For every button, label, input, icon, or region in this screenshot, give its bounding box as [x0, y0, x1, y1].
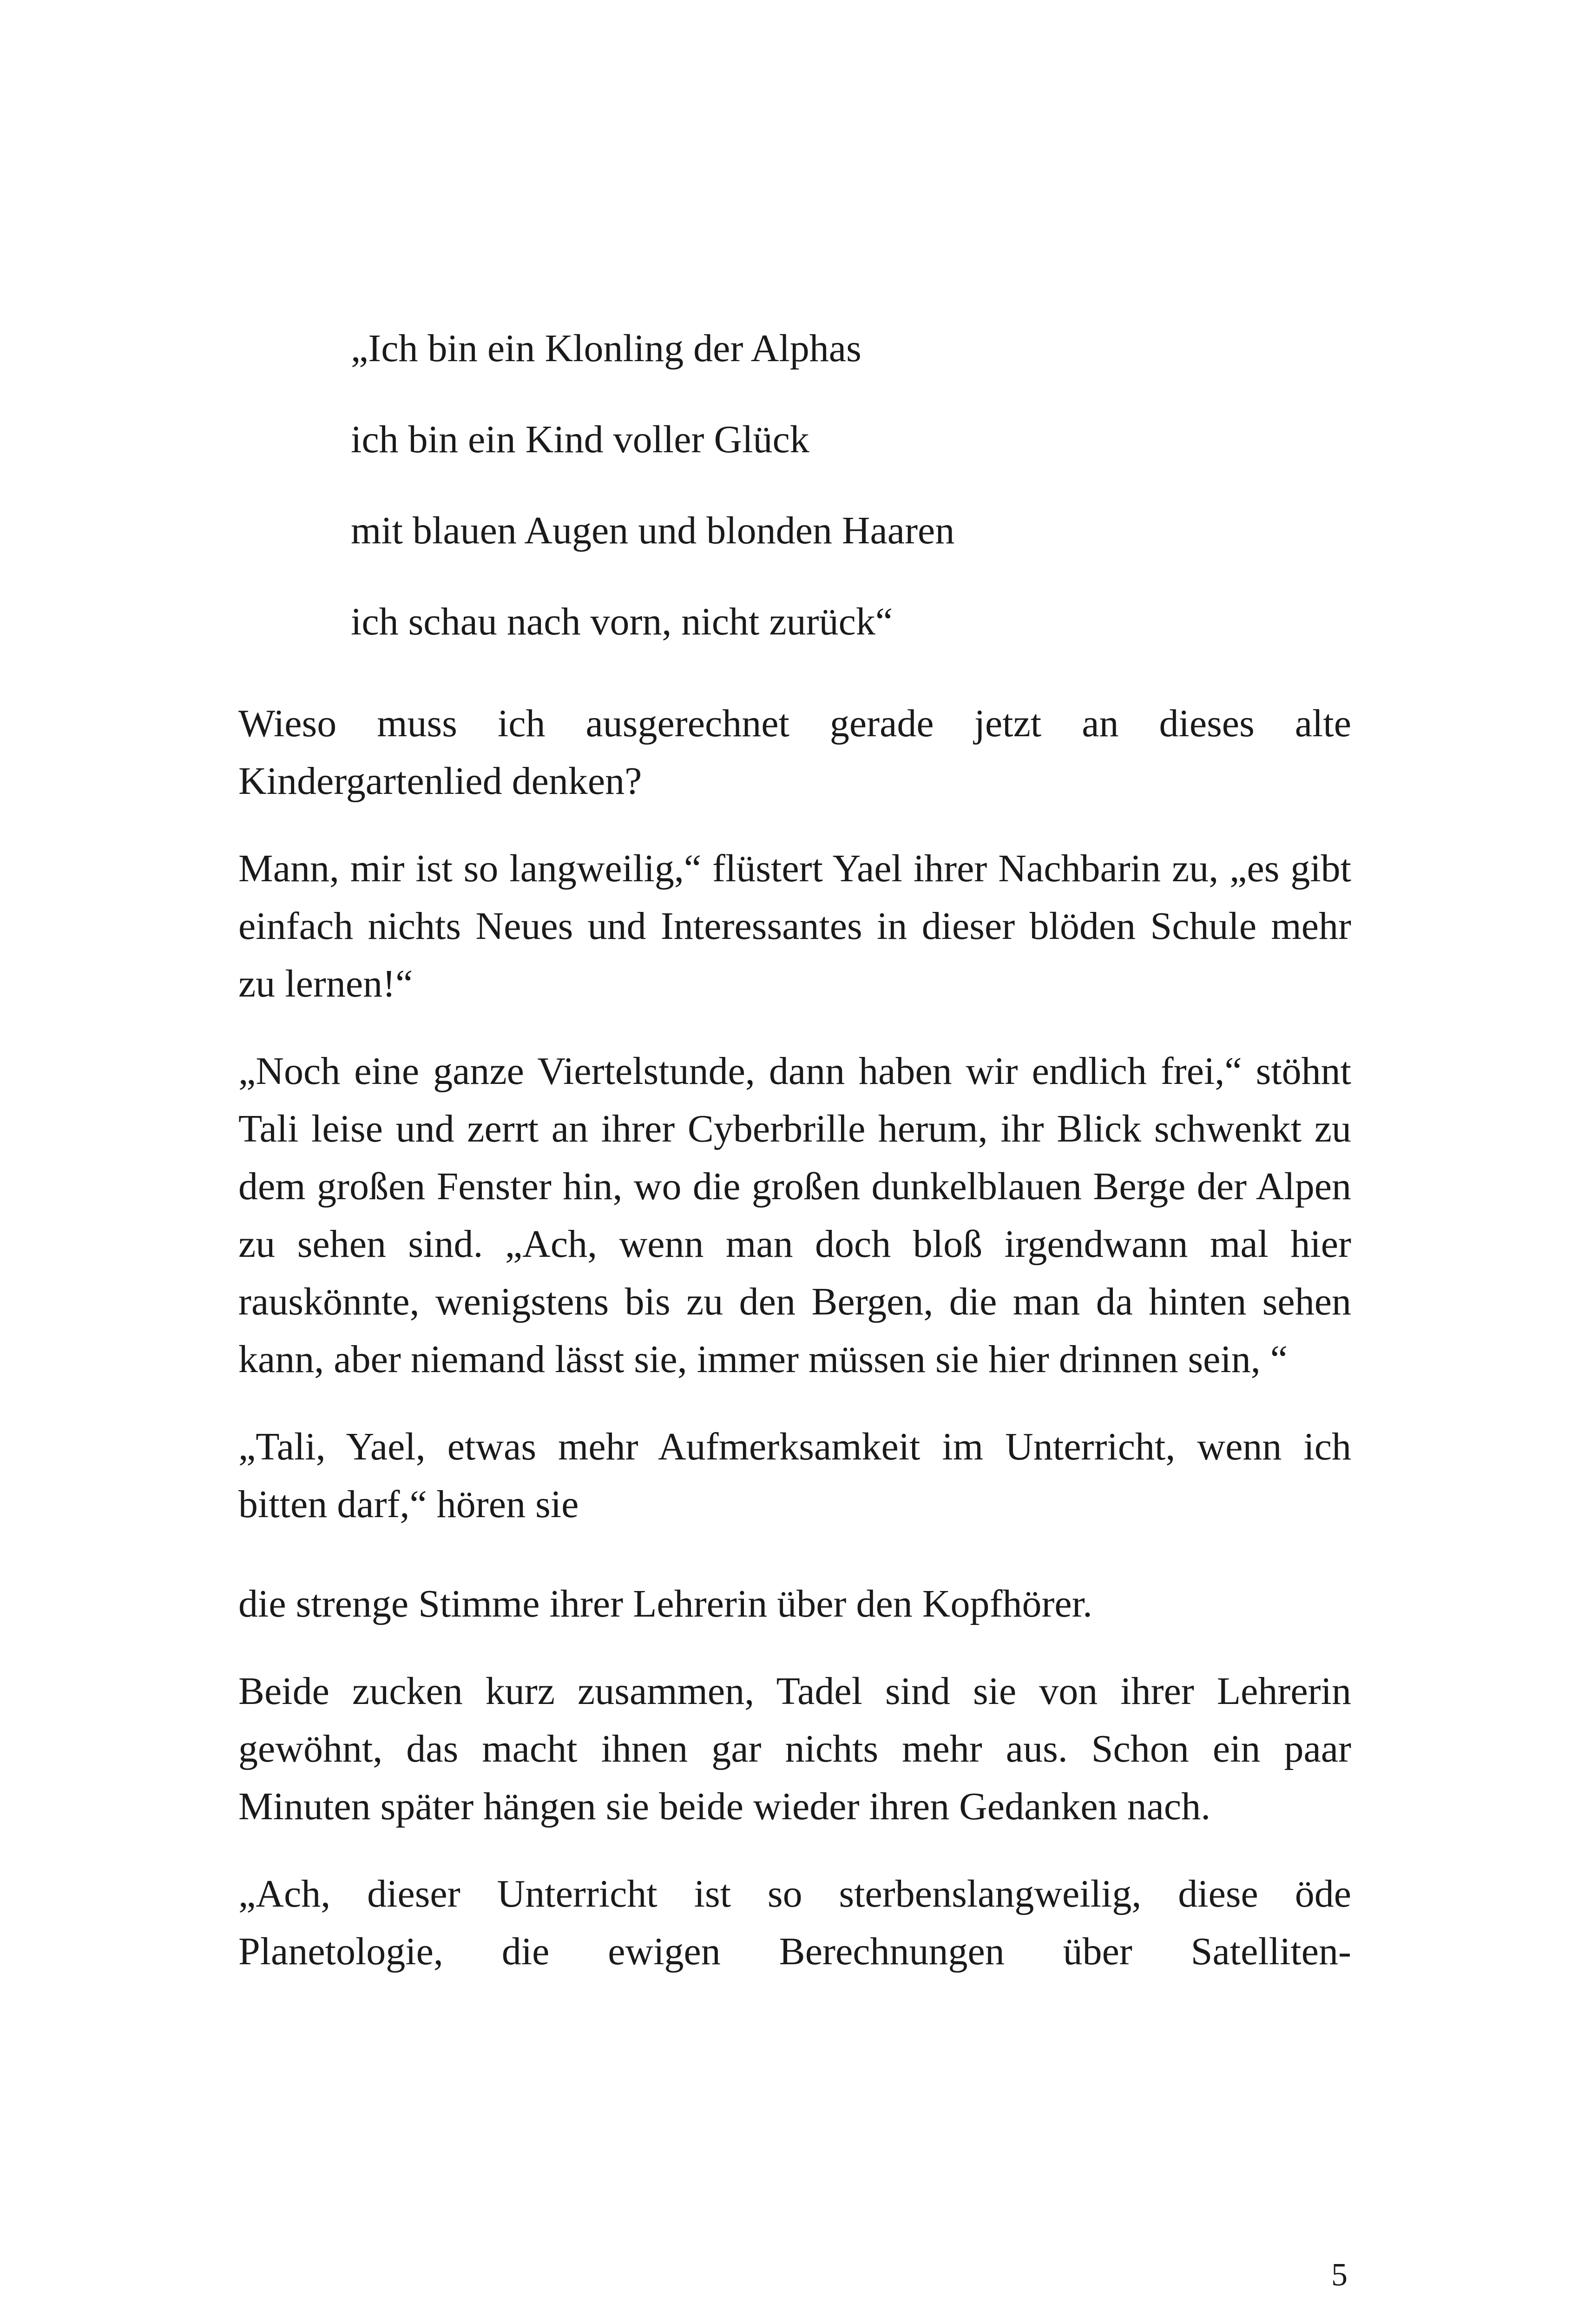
paragraph: „Tali, Yael, etwas mehr Aufmerksamkeit im Unterricht, wenn ich bitten darf,“ hören sie	[238, 1425, 1351, 1526]
paragraph: Mann, mir ist so langweilig,“ flüstert Yael ihrer Nachbarin zu, „es gibt einfach nichts Neues und Interessantes in dieser blöden Schule mehr zu lernen!“	[238, 847, 1351, 1005]
paragraph: „Ach, dieser Unterricht ist so sterbenslangweilig, diese öde Planetologie, die ewigen Berechnungen über Satelliten-	[238, 1872, 1351, 1973]
poem-line: ich schau nach vorn, nicht zurück“	[351, 600, 893, 643]
poem-line: ich bin ein Kind voller Glück	[351, 418, 809, 461]
page-number: 5	[1331, 2257, 1348, 2293]
paragraph: Beide zucken kurz zusammen, Tadel sind sie von ihrer Lehrerin gewöhnt, das macht ihnen gar nichts mehr aus. Schon ein paar Minuten später hängen sie beide wieder ihren Gedanken nach.	[238, 1670, 1351, 1828]
poem-line: mit blauen Augen und blonden Haaren	[351, 509, 955, 552]
poem-block	[351, 325, 1373, 690]
paragraph: „Noch eine ganze Viertelstunde, dann haben wir endlich frei,“ stöhnt Tali leise und zerrt an ihrer Cyberbrille herum, ihr Blick schwenkt zu dem großen Fenster hin, wo die großen dunkelblauen Berge der Alpen zu sehen sind. „Ach, wenn man doch bloß irgendwann mal hier rauskönnte, wenigstens bis zu den Bergen, die man da hinten sehen kann, aber niemand lässt sie, immer müssen sie hier drinnen sein, “	[238, 1050, 1351, 1381]
paragraph: Wieso muss ich ausgerechnet gerade jetzt an dieses alte Kindergartenlied denken?	[238, 702, 1351, 803]
body-text	[238, 695, 1351, 2010]
poem-line: „Ich bin ein Klonling der Alphas	[351, 327, 861, 370]
paragraph: die strenge Stimme ihrer Lehrerin über den Kopfhörer.	[238, 1582, 1093, 1625]
